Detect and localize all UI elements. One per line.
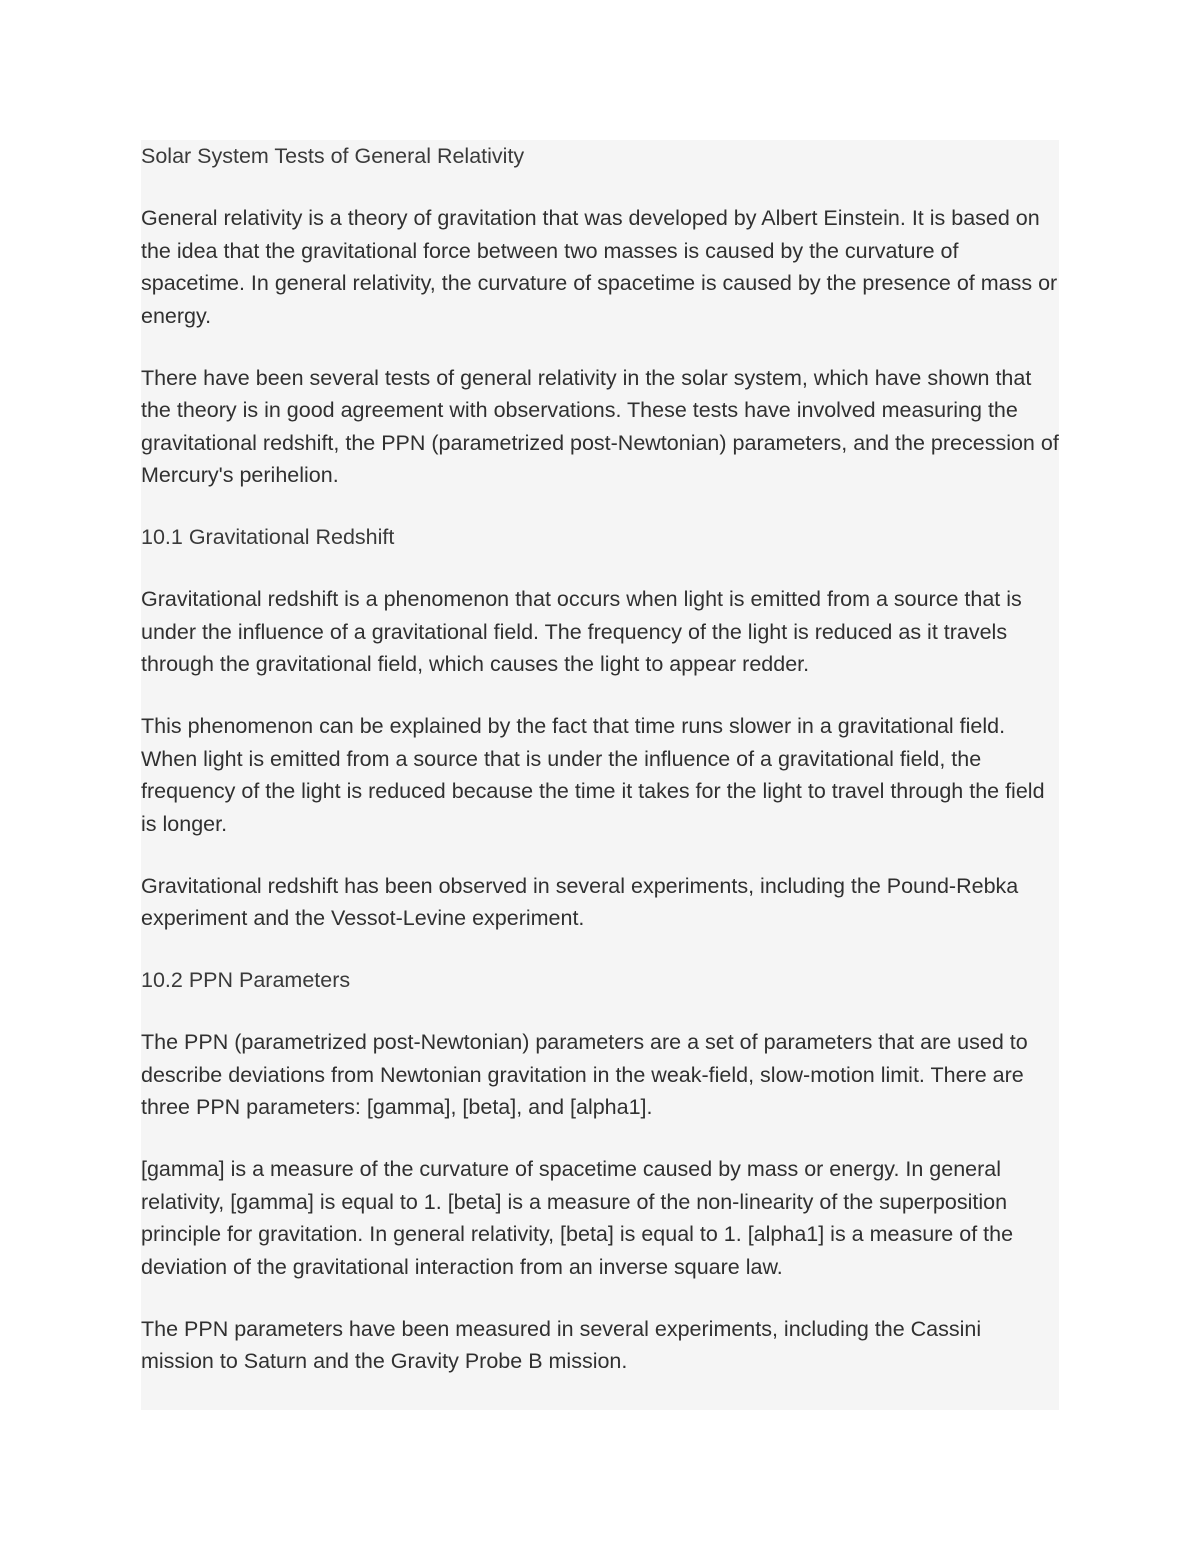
section-heading-ppn: 10.2 PPN Parameters: [141, 968, 351, 992]
section-heading-redshift: 10.1 Gravitational Redshift: [141, 525, 395, 549]
section-paragraph: Gravitational redshift has been observed in several experiments, including the Pound-Rebka experiment and the Vessot-Levine experiment.: [141, 873, 1019, 930]
section-paragraph: This phenomenon can be explained by the fact that time runs slower in a gravitational field. When light is emitted from a source that is under the influence of a gravitational field, the frequency of the light is reduced because the time it takes for the light to travel through the field is longer.: [141, 714, 1045, 836]
document-content-block: [141, 140, 1059, 1410]
section-paragraph: The PPN parameters have been measured in several experiments, including the Cassini mission to Saturn and the Gravity Probe B mission.: [141, 1316, 982, 1373]
intro-paragraph: There have been several tests of general relativity in the solar system, which have shown that the theory is in good agreement with observations. These tests have involved measuring the gravitational redshift, the PPN (parametrized post-Newtonian) parameters, and the precession of Mercury's perihelion.: [141, 365, 1059, 487]
intro-paragraph: General relativity is a theory of gravitation that was developed by Albert Einstein. It is based on the idea that the gravitational force between two masses is caused by the curvature of spacetime. In general relativity, the curvature of spacetime is caused by the presence of mass or energy.: [141, 206, 1058, 328]
section-paragraph: The PPN (parametrized post-Newtonian) parameters are a set of parameters that are used to describe deviations from Newtonian gravitation in the weak-field, slow-motion limit. There are three PPN parameters: [gamma], [beta], and [alpha1].: [141, 1030, 1028, 1119]
section-paragraph: [gamma] is a measure of the curvature of spacetime caused by mass or energy. In general relativity, [gamma] is equal to 1. [beta] is a measure of the non-linearity of the superposition principle for gravitation. In general relativity, [beta] is equal to 1. [alpha1] is a measure of the deviation of the gravitational interaction from an inverse square law.: [141, 1157, 1014, 1279]
section-paragraph: Gravitational redshift is a phenomenon that occurs when light is emitted from a source that is under the influence of a gravitational field. The frequency of the light is reduced as it travels through the gravitational field, which causes the light to appear redder.: [141, 587, 1022, 676]
document-text: [141, 140, 1059, 1407]
document-title: Solar System Tests of General Relativity: [141, 144, 525, 168]
